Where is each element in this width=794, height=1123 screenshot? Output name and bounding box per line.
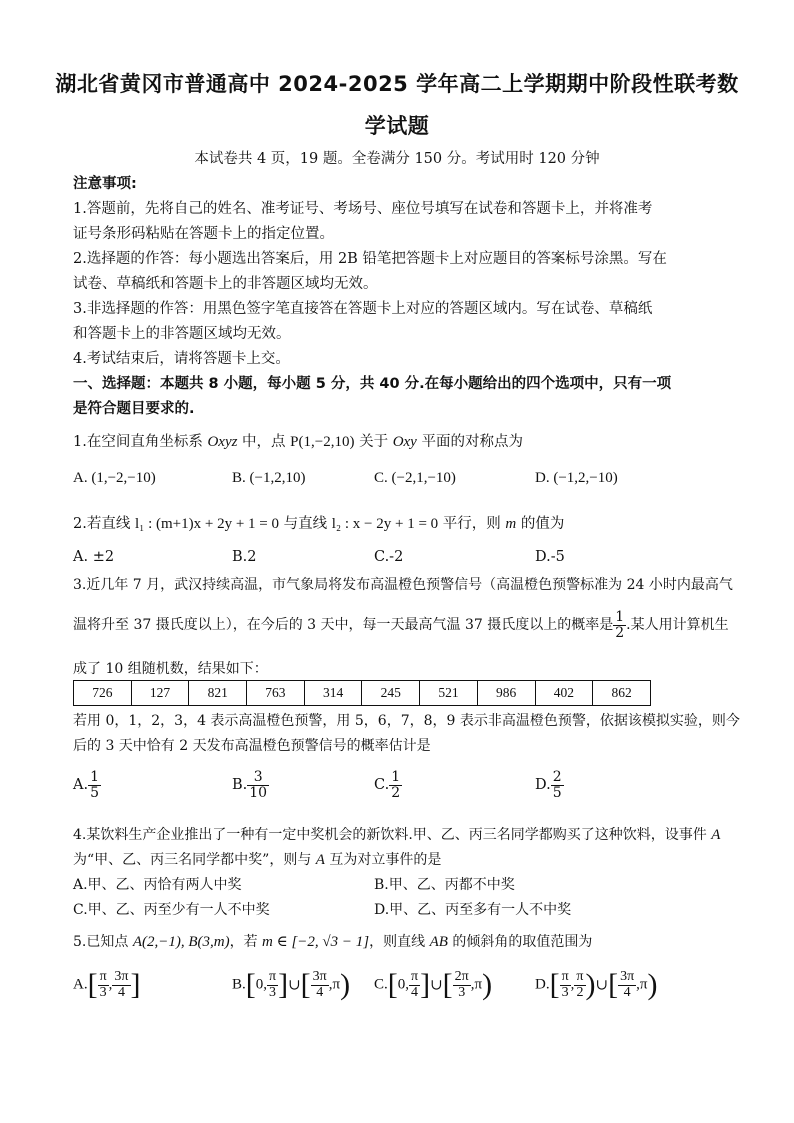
exam-subtitle: 本试卷共 4 页，19 题。全卷满分 150 分。考试用时 120 分钟 xyxy=(194,151,600,167)
question-3-line2: 温将升至 37 摄氏度以上），在今后的 3 天中，每一天最高气温 37 摄氏度以上的概率是 $\frac{1}{2}$ .某人用计算机生 xyxy=(73,609,729,641)
notes-line: 4.考试结束后，请将答题卡上交。 xyxy=(73,351,290,367)
line-l2: l₂ : x − 2y + 1 = 0 xyxy=(331,516,439,532)
question-3-line4: 若用 0，1，2，3，4 表示高温橙色预警，用 5，6，7，8，9 表示非高温橙色预警，依据该模拟实验，则今 xyxy=(73,713,740,729)
question-5: 5.已知点 A(2,−1), B(3,m)，若 m ∈ [−2, √3 − 1]，则直线 AB 的倾斜角的取值范围为 xyxy=(73,934,593,950)
question-1: 1.在空间直角坐标系 Oxyz 中，点 P(1,−2,10) 关于 Oxy 平面的对称点为 xyxy=(73,434,523,450)
table-cell: 862 xyxy=(593,681,651,706)
section-heading-line2: 是符合题目要求的. xyxy=(73,401,195,417)
notes-heading: 注意事项: xyxy=(73,176,137,192)
table-cell: 986 xyxy=(477,681,535,706)
q3-option-a[interactable]: A. $\frac{1}{5}$ xyxy=(73,769,100,801)
question-3-line1: 3.近几年 7 月，武汉持续高温，市气象局将发布高温橙色预警信号（高温橙色预警标准为 24 小时内最高气 xyxy=(73,577,733,593)
table-cell: 402 xyxy=(535,681,593,706)
q4-option-c[interactable]: C.甲、乙、丙至少有一人不中奖 xyxy=(73,902,270,918)
q5-option-d[interactable]: D.[ $\frac{\pi}{3}$ , $\frac{\pi}{2}$ )∪[ $\frac{3\pi}{4}$ ,π) xyxy=(535,968,658,1001)
q5-option-a[interactable]: A.[ $\frac{\pi}{3}$ , $\frac{3\pi}{4}$ ] xyxy=(73,968,141,1001)
notes-line: 和答题卡上的非答题区域均无效。 xyxy=(73,326,291,342)
q4-option-a[interactable]: A.甲、乙、丙恰有两人中奖 xyxy=(73,877,242,893)
q4-option-b[interactable]: B.甲、乙、丙都不中奖 xyxy=(374,877,515,893)
q2-option-a[interactable]: A. ±2 xyxy=(73,549,115,565)
q5-option-c[interactable]: C.[0, $\frac{\pi}{4}$ ]∪[ $\frac{2\pi}{3}$ ,π) xyxy=(374,968,493,1001)
question-4-line1: 4.某饮料生产企业推出了一种有一定中奖机会的新饮料.甲、乙、丙三名同学都购买了这种饮料，设事件 A xyxy=(73,827,721,843)
q5-option-b[interactable]: B.[0, $\frac{\pi}{3}$ ]∪[ $\frac{3\pi}{4}$ ,π) xyxy=(232,968,351,1001)
q1-option-d[interactable]: D. (−1,2,−10) xyxy=(535,470,618,486)
table-cell: 726 xyxy=(74,681,132,706)
random-number-table xyxy=(73,680,651,706)
page-title-line2: 学试题 xyxy=(364,114,430,138)
q4-option-d[interactable]: D.甲、乙、丙至多有一人不中奖 xyxy=(374,902,572,918)
notes-line: 证号条形码粘贴在答题卡上的指定位置。 xyxy=(73,226,334,242)
q2-option-b[interactable]: B.2 xyxy=(232,549,257,565)
table-cell: 245 xyxy=(362,681,420,706)
question-4-line2: 为“甲、乙、丙三名同学都中奖”，则与 A 互为对立事件的是 xyxy=(73,852,442,868)
q3-option-c[interactable]: C. $\frac{1}{2}$ xyxy=(374,769,401,801)
page-title-line1: 湖北省黄冈市普通高中 2024-2025 学年高二上学期期中阶段性联考数 xyxy=(55,72,739,96)
table-cell: 314 xyxy=(304,681,362,706)
question-2: 2.若直线 l₁ : (m+1)x + 2y + 1 = 0 与直线 l₂ : x − 2y + 1 = 0 平行，则 m 的值为 xyxy=(73,516,565,532)
q1-option-c[interactable]: C. (−2,1,−10) xyxy=(374,470,456,486)
q2-option-d[interactable]: D.-5 xyxy=(535,549,565,565)
q2-option-c[interactable]: C.-2 xyxy=(374,549,404,565)
question-3-line5: 后的 3 天中恰有 2 天发布高温橙色预警信号的概率估计是 xyxy=(73,738,431,754)
notes-line: 1.答题前，先将自己的姓名、准考证号、考场号、座位号填写在试卷和答题卡上，并将准考 xyxy=(73,201,653,217)
points-ab: A(2,−1), B(3,m) xyxy=(132,934,230,950)
table-cell: 521 xyxy=(420,681,478,706)
line-l1: l₁ : (m+1)x + 2y + 1 = 0 xyxy=(134,516,280,532)
table-cell: 763 xyxy=(247,681,305,706)
coord-system: Oxyz xyxy=(207,434,238,450)
table-cell: 127 xyxy=(131,681,189,706)
q1-option-b[interactable]: B. (−1,2,10) xyxy=(232,470,306,486)
probability-fraction: $\frac{1}{2}$ xyxy=(615,609,625,641)
point-p: P(1,−2,10) xyxy=(290,434,355,450)
notes-line: 2.选择题的作答：每小题选出答案后，用 2B 铅笔把答题卡上对应题目的答案标号涂黑。写在 xyxy=(73,251,667,267)
question-3-line3: 成了 10 组随机数，结果如下： xyxy=(73,661,268,677)
table-cell: 821 xyxy=(189,681,247,706)
notes-line: 试卷、草稿纸和答题卡上的非答题区域均无效。 xyxy=(73,276,378,292)
m-range: m ∈ [−2, √3 − 1] xyxy=(262,934,370,950)
section-heading-line1: 一、选择题：本题共 8 小题，每小题 5 分，共 40 分.在每小题给出的四个选项中，只有一项 xyxy=(73,376,672,392)
q1-option-a[interactable]: A. (1,−2,−10) xyxy=(73,470,156,486)
plane-name: Oxy xyxy=(392,434,417,450)
q3-option-b[interactable]: B. $\frac{3}{10}$ xyxy=(232,769,268,801)
q3-option-d[interactable]: D. $\frac{2}{5}$ xyxy=(535,769,562,801)
notes-line: 3.非选择题的作答：用黑色签字笔直接答在答题卡上对应的答题区域内。写在试卷、草稿纸 xyxy=(73,301,653,317)
